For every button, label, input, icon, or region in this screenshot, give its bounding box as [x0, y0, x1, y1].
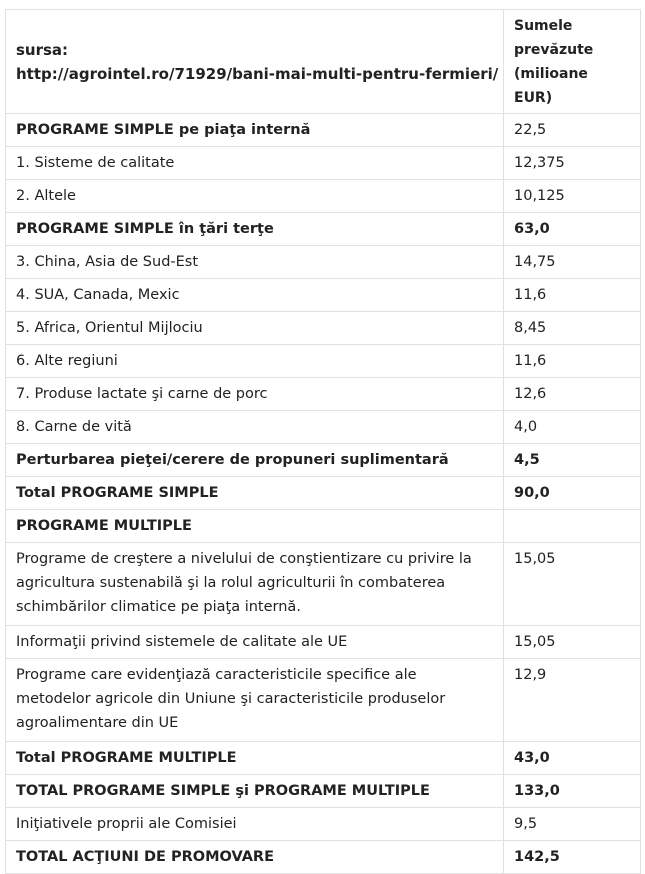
row-label: Total PROGRAME SIMPLE [6, 477, 504, 510]
row-value: 11,6 [504, 345, 641, 378]
table-row [6, 378, 641, 411]
table-row [6, 444, 641, 477]
amount-header-line: Sumele [514, 18, 573, 34]
table-row [6, 626, 641, 659]
row-label: Iniţiativele proprii ale Comisiei [6, 808, 504, 841]
row-label: 7. Produse lactate şi carne de porc [6, 378, 504, 411]
row-label: 2. Altele [6, 180, 504, 213]
table-row [6, 114, 641, 147]
row-label: Programe de creştere a nivelului de conştientizare cu privire la agricultura sustenabilă şi la rolul agriculturii în combaterea schimbărilor climatice pe piaţa internă. [6, 543, 504, 626]
table-row [6, 213, 641, 246]
row-value: 12,375 [504, 147, 641, 180]
table-row [6, 841, 641, 874]
source-url: http://agrointel.ro/71929/bani-mai-multi-pentru-fermieri/ [16, 64, 499, 83]
row-value [504, 510, 641, 543]
row-value: 15,05 [504, 626, 641, 659]
row-label: 6. Alte regiuni [6, 345, 504, 378]
row-label: PROGRAME MULTIPLE [6, 510, 504, 543]
row-value: 12,9 [504, 659, 641, 742]
table-row [6, 808, 641, 841]
row-value: 15,05 [504, 543, 641, 626]
row-value: 22,5 [504, 114, 641, 147]
table-row [6, 312, 641, 345]
row-value: 4,0 [504, 411, 641, 444]
budget-table [5, 9, 641, 874]
row-label: TOTAL PROGRAME SIMPLE şi PROGRAME MULTIPLE [6, 775, 504, 808]
table-row [6, 510, 641, 543]
row-label: 4. SUA, Canada, Mexic [6, 279, 504, 312]
amount-header-cell [504, 10, 641, 114]
table-row [6, 659, 641, 742]
row-label: 8. Carne de vită [6, 411, 504, 444]
source-cell [6, 10, 504, 114]
row-value: 90,0 [504, 477, 641, 510]
row-value: 14,75 [504, 246, 641, 279]
row-label: Total PROGRAME MULTIPLE [6, 742, 504, 775]
row-value: 63,0 [504, 213, 641, 246]
table-header-row [6, 10, 641, 114]
row-label: 1. Sisteme de calitate [6, 147, 504, 180]
row-value: 8,45 [504, 312, 641, 345]
row-label: TOTAL ACŢIUNI DE PROMOVARE [6, 841, 504, 874]
row-value: 9,5 [504, 808, 641, 841]
row-label: PROGRAME SIMPLE pe piaţa internă [6, 114, 504, 147]
row-label: PROGRAME SIMPLE în ţări terţe [6, 213, 504, 246]
table-row [6, 543, 641, 626]
row-value: 10,125 [504, 180, 641, 213]
table-row [6, 246, 641, 279]
row-value: 43,0 [504, 742, 641, 775]
table-row [6, 411, 641, 444]
source-label: sursa: [16, 40, 69, 59]
row-value: 4,5 [504, 444, 641, 477]
row-value: 11,6 [504, 279, 641, 312]
table-row [6, 345, 641, 378]
table-row [6, 477, 641, 510]
row-value: 12,6 [504, 378, 641, 411]
row-label: Programe care evidenţiază caracteristicile specifice ale metodelor agricole din Uniune şi caracteristicile produselor agroalimentare din UE [6, 659, 504, 742]
table-row [6, 279, 641, 312]
table-row [6, 147, 641, 180]
row-label: Perturbarea pieţei/cerere de propuneri suplimentară [6, 444, 504, 477]
amount-header-line: (milioane EUR) [514, 66, 588, 106]
row-label: 5. Africa, Orientul Mijlociu [6, 312, 504, 345]
table-row [6, 775, 641, 808]
table-row [6, 742, 641, 775]
row-value: 133,0 [504, 775, 641, 808]
row-value: 142,5 [504, 841, 641, 874]
row-label: 3. China, Asia de Sud-Est [6, 246, 504, 279]
amount-header-line: prevăzute [514, 42, 594, 58]
row-label: Informaţii privind sistemele de calitate ale UE [6, 626, 504, 659]
table-row [6, 180, 641, 213]
